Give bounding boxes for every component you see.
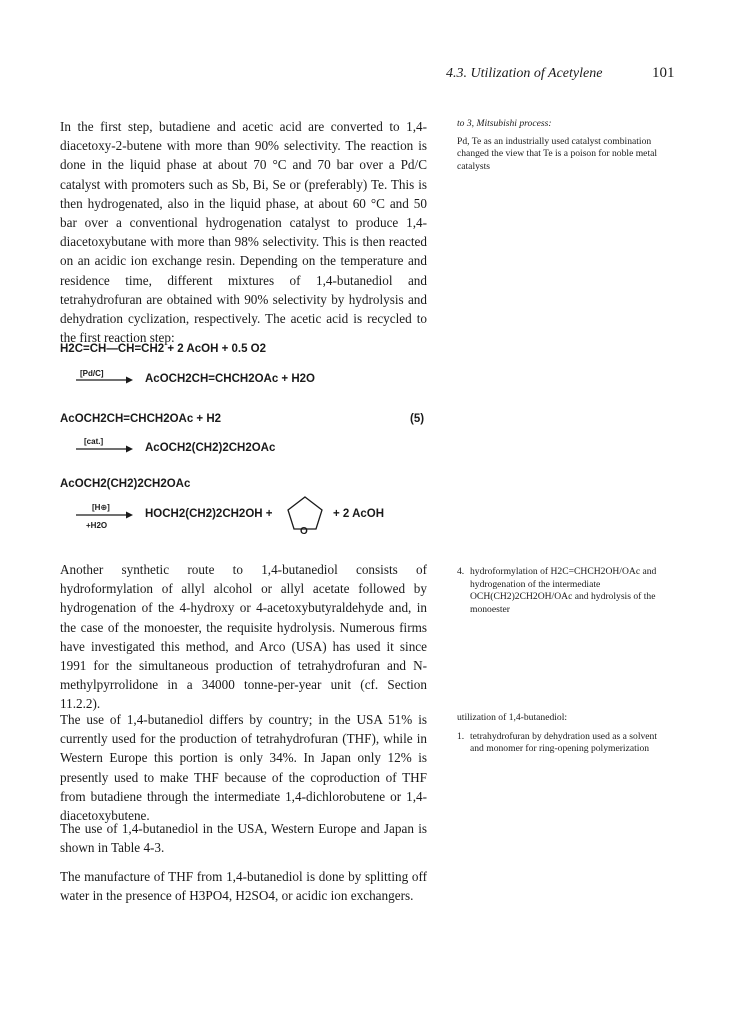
margin-note-3-title: utilization of 1,4-butanediol: (457, 712, 568, 723)
page-number: 101 (652, 65, 675, 81)
paragraph-1: In the first step, butadiene and acetic acid are converted to 1,4-diacetoxy-2-butene with more than 90% selectivity. The reaction is done in the liquid phase at about 70 °C and 70 bar over a Pd/C catalyst with promoters such as Sb, Bi, Se or (preferably) Te. This is then hydrogenated, also in the liquid phase, at about 60 °C and 50 bar over a conventional hydrogenation catalyst to produce 1,4-diacetoxybutane with more than 98% selectivity. This is then reacted on an acidic ion exchange resin. Depending on the temperature and residence time, different mixtures of 1,4-butanediol and tetrahydrofuran are obtained with 90% selectivity by hydrolysis and dehydration cyclization, respectively. The acetic acid is recycled to the first reaction step: (60, 119, 427, 346)
eq3-water: +H2O (86, 521, 108, 530)
eq3-product: HOCH2(CH2)2CH2OH + (145, 508, 273, 520)
equation-number: (5) (410, 413, 425, 425)
paragraph-2: Another synthetic route to 1,4-butanediol consists of hydroformylation of allyl alcohol or allyl acetate followed by hydrogenation of the 4-hydroxy or 4-acetoxybutyraldehyde and, in the case of the monoester, the requisite hydrolysis. Numerous firms have investigated this method, and Arco (USA) has used it since 1991 for the simultaneous production of tetrahydrofuran and N-methylpyrrolidone in a 34000 tonne-per-year unit (cf. Section 11.2.2). (60, 562, 427, 712)
margin-note-3-number: 1. (457, 730, 465, 742)
margin-note-2 (457, 566, 672, 616)
eq1-product: AcOCH2CH=CHCH2OAc + H2O (145, 373, 315, 385)
eq2-arrow-icon (76, 444, 134, 454)
margin-note-2-number: 4. (457, 566, 465, 577)
margin-note-1-text: Pd, Te as an industrially used catalyst combination changed the view that Te is a poison for noble metal catalysts (457, 135, 658, 172)
margin-note-2-text: hydroformylation of H2C=CHCH2OH/OAc and hydrogenation of the intermediate OCH(CH2)2CH2OH/OAc and hydrolysis of the monoester (470, 566, 657, 615)
eq2-catalyst: [cat.] (84, 437, 104, 446)
eq2-reactants: AcOCH2CH=CHCH2OAc + H2 (60, 413, 222, 425)
margin-note-3-text: tetrahydrofuran by dehydration used as a solvent and monomer for ring-opening polymerization (470, 730, 658, 754)
eq1-reactants: H2C=CH—CH=CH2 + 2 AcOH + 0.5 O2 (60, 343, 267, 355)
running-header: 4.3. Utilization of Acetylene (446, 66, 603, 81)
eq3-reactant: AcOCH2(CH2)2CH2OAc (60, 478, 191, 490)
eq3-arrow-icon (76, 510, 134, 520)
paragraph-3: The use of 1,4-butanediol differs by country; in the USA 51% is currently used for the production of tetrahydrofuran (THF), while in Western Europe this portion is only 34%. In Japan only 12% is presently used to make THF because of the coproduction of THF from butadiene through the intermediate 1,4-dichlorobutene or 1,4-diacetoxybutene. (60, 712, 427, 824)
eq3-byproduct: + 2 AcOH (333, 508, 385, 520)
eq3-catalyst: [H⊕] (92, 503, 110, 512)
eq1-arrow-icon (76, 375, 134, 385)
eq1-catalyst: [Pd/C] (80, 369, 104, 378)
margin-note-1-title: to 3, Mitsubishi process: (457, 118, 552, 129)
eq2-product: AcOCH2(CH2)2CH2OAc (145, 442, 276, 454)
paragraph-4: The use of 1,4-butanediol in the USA, Western Europe and Japan is shown in Table 4-3. (60, 821, 427, 856)
paragraph-5: The manufacture of THF from 1,4-butanediol is done by splitting off water in the presence of H3PO4, H2SO4, or acidic ion exchangers. (60, 869, 427, 904)
margin-note-3 (457, 712, 672, 756)
eq3-ring-oxygen: O (300, 526, 308, 537)
margin-note-1 (457, 118, 672, 173)
